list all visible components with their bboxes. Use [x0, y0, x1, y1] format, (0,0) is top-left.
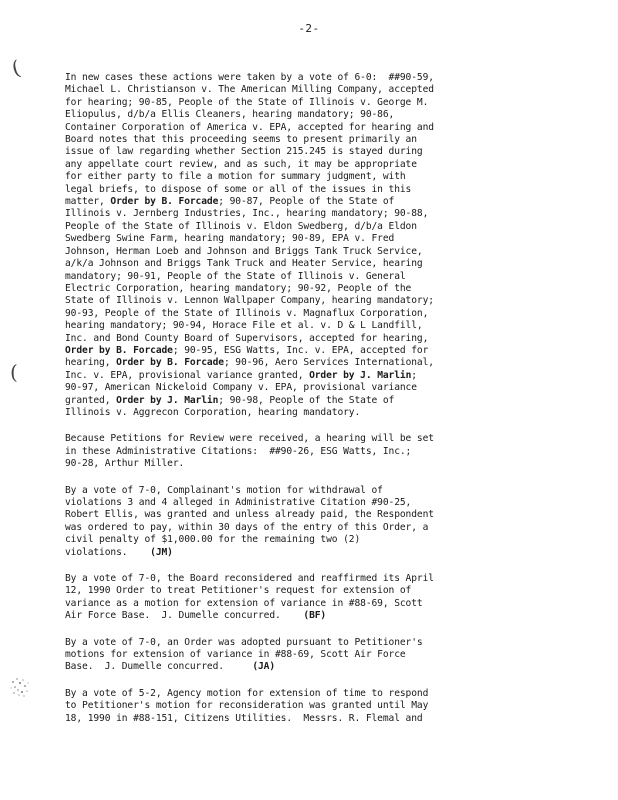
text-line — [65, 649, 525, 661]
text-run: ; 90-98, People of the State of — [218, 394, 395, 406]
paragraph — [65, 637, 525, 674]
text-run: in these Administrative Citations: ##90-26, ESG Watts, Inc.; — [65, 445, 412, 457]
text-run: ; 90-87, People of the State of — [218, 196, 395, 208]
bold-text: (BF) — [303, 610, 327, 622]
text-line — [65, 458, 525, 470]
text-run: granted, — [65, 394, 117, 406]
text-run: mandatory; 90-91, People of the State of Illinois v. General — [65, 270, 406, 282]
text-line — [65, 598, 525, 610]
text-line — [65, 295, 525, 307]
text-run: Illinois v. Jernberg Industries, Inc., hearing mandatory; 90-88, — [65, 208, 429, 220]
text-run: ; 90-96, Aero Services International, — [223, 357, 434, 369]
text-run: 18, 1990 in #88-151, Citizens Utilities. Messrs. R. Flemal and — [65, 712, 423, 724]
text-run: By a vote of 5-2, Agency motion for extension of time to respond — [65, 687, 429, 699]
text-run: Johnson, Herman Loeb and Johnson and Briggs Tank Truck Service, — [65, 245, 423, 257]
text-line — [65, 485, 525, 497]
text-line — [65, 382, 525, 394]
text-line — [65, 171, 525, 183]
text-line — [65, 134, 525, 146]
text-run: 90-28, Arthur Miller. — [65, 458, 185, 470]
text-run: Robert Ellis, was granted and unless already paid, the Respondent — [65, 509, 434, 521]
text-run: Container Corporation of America v. EPA, accepted for hearing and — [65, 121, 434, 133]
text-run: Air Force Base. J. Dumelle concurred. — [65, 610, 304, 622]
text-run: variance as a motion for extension of variance in #88-69, Scott — [65, 597, 423, 609]
text-line — [65, 700, 525, 712]
text-run: was ordered to pay, within 30 days of the entry of this Order, a — [65, 521, 429, 533]
text-line — [65, 522, 525, 534]
text-run: Inc. and Bond County Board of Supervisors, accepted for hearing, — [65, 332, 429, 344]
text-run: violations 3 and 4 alleged in Administrative Citation #90-25, — [65, 497, 412, 508]
text-line — [65, 320, 525, 332]
text-run: 90-97, American Nickeloid Company v. EPA, provisional variance — [65, 382, 417, 394]
text-line — [65, 97, 525, 109]
text-run: violations. — [65, 546, 151, 558]
text-run: to Petitioner's motion for reconsideration was granted until May — [65, 700, 429, 712]
bold-text: Order by B. Forcade — [65, 344, 173, 356]
text-line — [65, 688, 525, 700]
text-run: hearing, — [65, 357, 117, 369]
text-line — [65, 407, 525, 419]
text-line — [65, 573, 525, 585]
text-line — [65, 433, 525, 445]
text-run: Because Petitions for Review were received, a hearing will be set — [65, 433, 434, 445]
text-run: any appellate court review, and as such, it may be appropriate — [65, 158, 417, 170]
text-run: In new cases these actions were taken by a vote of 6-0: ##90-59, — [65, 72, 434, 83]
text-run: hearing mandatory; 90-94, Horace File et al. v. D & L Landfill, — [65, 320, 423, 332]
text-run: People of the State of Illinois v. Eldon Swedberg, d/b/a Eldon — [65, 220, 417, 232]
text-line — [65, 196, 525, 208]
text-line — [65, 333, 525, 345]
text-run: issue of law regarding whether Section 215.245 is stayed during — [65, 146, 423, 158]
text-line — [65, 84, 525, 96]
text-line — [65, 395, 525, 407]
text-run: Eliopulus, d/b/a Ellis Cleaners, hearing mandatory; 90-86, — [65, 109, 395, 121]
text-run: State of Illinois v. Lennon Wallpaper Company, hearing mandatory; — [65, 295, 434, 307]
text-line — [65, 258, 525, 270]
text-line — [65, 497, 525, 509]
text-run: By a vote of 7-0, an Order was adopted pursuant to Petitioner's — [65, 636, 423, 648]
text-run: By a vote of 7-0, the Board reconsidered and reaffirmed its April — [65, 573, 434, 585]
scan-speckle — [8, 674, 34, 700]
text-line — [65, 547, 525, 559]
margin-pen-mark: ( — [10, 360, 18, 384]
text-run: ; — [411, 369, 417, 381]
text-line — [65, 184, 525, 196]
text-run: Inc. v. EPA, provisional variance granted, — [65, 369, 310, 381]
bold-text: (JM) — [150, 546, 173, 558]
text-line — [65, 509, 525, 521]
text-line — [65, 146, 525, 158]
text-line — [65, 637, 525, 649]
text-line — [65, 534, 525, 546]
bold-text: Order by B. Forcade — [110, 196, 219, 208]
text-line — [65, 345, 525, 357]
text-run: ; 90-95, ESG Watts, Inc. v. EPA, accepted for — [172, 344, 429, 356]
text-run: Michael L. Christianson v. The American Milling Company, accepted — [65, 84, 434, 96]
text-run: a/k/a Johnson and Briggs Tank Truck and Heater Service, hearing — [65, 258, 423, 270]
paragraph — [65, 688, 525, 725]
bold-text: Order by B. Forcade — [116, 357, 224, 369]
text-line — [65, 246, 525, 258]
text-run: 90-93, People of the State of Illinois v. Magnaflux Corporation, — [65, 307, 429, 319]
document-body — [65, 72, 525, 739]
text-run: Board notes that this proceeding seems to present primarily an — [65, 134, 417, 146]
text-run: Base. J. Dumelle concurred. — [65, 661, 253, 673]
text-line — [65, 72, 525, 84]
paragraph — [65, 433, 525, 470]
text-line — [65, 713, 525, 725]
text-line — [65, 109, 525, 121]
text-run: legal briefs, to dispose of some or all of the issues in this — [65, 183, 412, 195]
text-run: civil penalty of $1,000.00 for the remaining two (2) — [65, 534, 361, 546]
bold-text: Order by J. Marlin — [116, 394, 219, 406]
paragraph — [65, 485, 525, 559]
margin-pen-mark: ( — [9, 55, 23, 81]
text-line — [65, 233, 525, 245]
text-run: Electric Corporation, hearing mandatory; 90-92, People of the — [65, 282, 412, 294]
text-line — [65, 283, 525, 295]
paragraph — [65, 72, 525, 419]
text-line — [65, 122, 525, 134]
text-line — [65, 271, 525, 283]
text-run: matter, — [65, 196, 111, 208]
text-run: motions for extension of variance in #88-69, Scott Air Force — [65, 649, 406, 661]
text-line — [65, 610, 525, 622]
text-run: for either party to file a motion for summary judgment, with — [65, 171, 406, 183]
text-line — [65, 370, 525, 382]
text-line — [65, 357, 525, 369]
text-run: By a vote of 7-0, Complainant's motion for withdrawal of — [65, 484, 383, 496]
bold-text: (JA) — [252, 661, 276, 673]
text-line — [65, 661, 525, 673]
text-run: Illinois v. Aggrecon Corporation, hearing mandatory. — [65, 406, 361, 418]
text-line — [65, 308, 525, 320]
text-line — [65, 208, 525, 220]
text-line — [65, 446, 525, 458]
text-line — [65, 585, 525, 597]
text-run: for hearing; 90-85, People of the State of Illinois v. George M. — [65, 96, 429, 108]
page-number: -2- — [298, 22, 320, 35]
text-line — [65, 221, 525, 233]
paragraph — [65, 573, 525, 623]
text-run: 12, 1990 Order to treat Petitioner's request for extension of — [65, 585, 412, 597]
bold-text: Order by J. Marlin — [309, 369, 412, 381]
text-run: Swedberg Swine Farm, hearing mandatory; 90-89, EPA v. Fred — [65, 233, 395, 245]
text-line — [65, 159, 525, 171]
